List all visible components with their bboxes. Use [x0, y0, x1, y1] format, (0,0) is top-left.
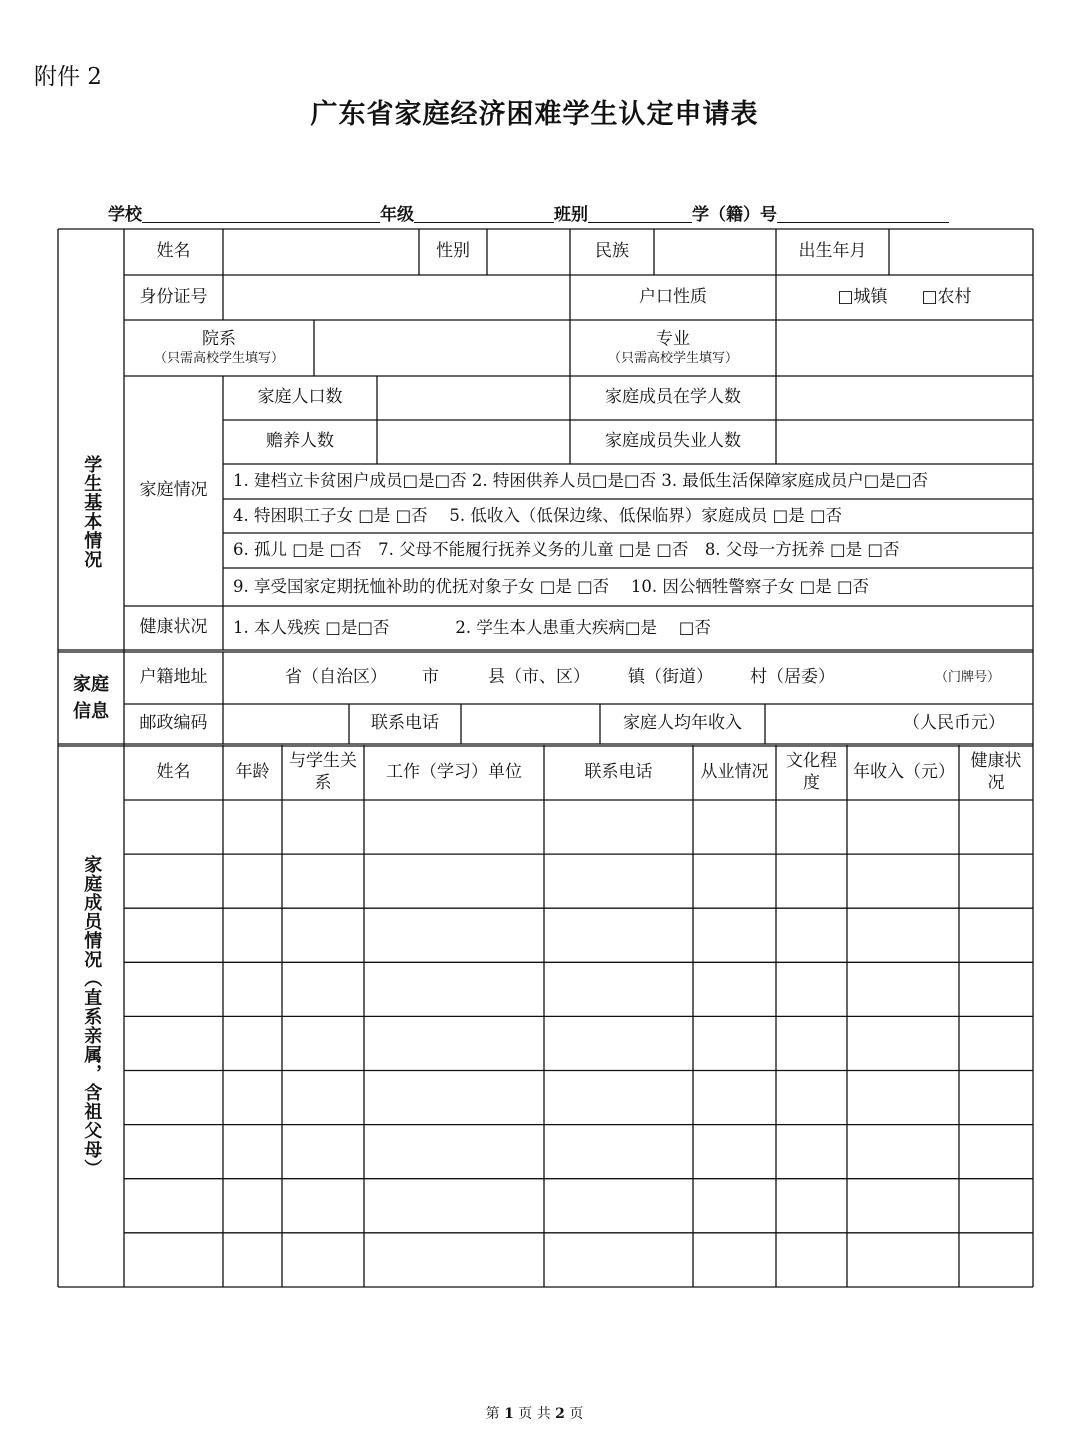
in-school-label: 家庭成员在学人数 — [605, 387, 741, 408]
hukou-type-label: 户口性质 — [639, 286, 707, 307]
birth-input[interactable] — [889, 229, 1033, 275]
members-cell[interactable] — [959, 1125, 1033, 1179]
members-cell[interactable] — [124, 800, 223, 854]
phone-input[interactable] — [461, 704, 600, 744]
family-situation-label: 家庭情况 — [139, 480, 208, 501]
form-title: 广东省家庭经济困难学生认定申请表 — [310, 99, 759, 130]
members-cell[interactable] — [847, 1179, 959, 1233]
address-input[interactable] — [223, 652, 1033, 704]
members-cell[interactable] — [693, 1233, 776, 1287]
members-cell[interactable] — [847, 800, 959, 854]
members-cell[interactable] — [959, 1071, 1033, 1125]
members-cell[interactable] — [364, 800, 544, 854]
members-col-header-4: 工作（学习）单位 — [386, 761, 522, 782]
members-cell[interactable] — [223, 854, 282, 908]
members-cell[interactable] — [124, 1071, 223, 1125]
hukou-type-options[interactable]: □城镇 □农村 — [837, 286, 972, 307]
id-card-input[interactable] — [223, 275, 570, 320]
in-school-input[interactable] — [776, 376, 1033, 420]
members-cell[interactable] — [544, 1179, 693, 1233]
address-label: 户籍地址 — [139, 667, 208, 688]
ethnicity-label: 民族 — [595, 241, 629, 262]
members-cell[interactable] — [544, 1071, 693, 1125]
members-cell[interactable] — [693, 800, 776, 854]
unemployed-input[interactable] — [776, 420, 1033, 464]
members-cell[interactable] — [124, 1179, 223, 1233]
members-cell[interactable] — [124, 1233, 223, 1287]
members-col-header-6: 从业情况 — [700, 761, 769, 782]
members-cell[interactable] — [544, 908, 693, 962]
members-cell[interactable] — [776, 1071, 847, 1125]
members-cell[interactable] — [282, 854, 364, 908]
members-cell[interactable] — [223, 800, 282, 854]
page-footer: 第 1 页 共 2 页 — [485, 1406, 584, 1422]
members-cell[interactable] — [776, 962, 847, 1016]
members-cell[interactable] — [124, 854, 223, 908]
birth-label: 出生年月 — [798, 241, 867, 262]
members-cell[interactable] — [959, 962, 1033, 1016]
situation-row-3[interactable]: 6. 孤儿 □是 □否 7. 父母不能履行抚养义务的儿童 □是 □否 8. 父母一方抚养 □是 □否 — [233, 540, 900, 560]
members-cell[interactable] — [693, 1125, 776, 1179]
health-row[interactable]: 1. 本人残疾 □是□否 2. 学生本人患重大疾病□是 □否 — [233, 617, 711, 637]
members-cell[interactable] — [282, 1016, 364, 1070]
members-col-header-8: 年收入（元） — [853, 761, 955, 782]
members-cell[interactable] — [124, 962, 223, 1016]
members-cell[interactable] — [693, 1071, 776, 1125]
income-label: 家庭人均年收入 — [623, 713, 742, 734]
postcode-label: 邮政编码 — [139, 713, 208, 734]
members-cell[interactable] — [223, 1071, 282, 1125]
members-cell[interactable] — [364, 1233, 544, 1287]
county-label: 县（市、区） — [488, 667, 590, 688]
family-size-input[interactable] — [377, 376, 570, 420]
phone-label: 联系电话 — [371, 713, 439, 734]
members-cell[interactable] — [847, 854, 959, 908]
id-card-label: 身份证号 — [139, 286, 208, 307]
family-size-label: 家庭人口数 — [257, 387, 343, 408]
members-cell[interactable] — [959, 908, 1033, 962]
members-cell[interactable] — [282, 1071, 364, 1125]
members-cell[interactable] — [364, 1125, 544, 1179]
unemployed-label: 家庭成员失业人数 — [605, 431, 741, 452]
members-cell[interactable] — [282, 1179, 364, 1233]
members-cell[interactable] — [124, 1016, 223, 1070]
members-cell[interactable] — [223, 1125, 282, 1179]
postcode-input[interactable] — [223, 704, 349, 744]
members-col-header-9: 健康状况 — [970, 751, 1022, 793]
situation-row-2[interactable]: 4. 特困职工子女 □是 □否 5. 低收入（低保边缘、低保临界）家庭成员 □是 □否 — [233, 505, 843, 525]
members-cell[interactable] — [847, 962, 959, 1016]
members-cell[interactable] — [776, 800, 847, 854]
major-label: 专业 （只需高校学生填写） — [607, 329, 738, 366]
members-cell[interactable] — [693, 854, 776, 908]
members-cell[interactable] — [544, 1016, 693, 1070]
members-cell[interactable] — [776, 1016, 847, 1070]
members-cell[interactable] — [124, 908, 223, 962]
members-cell[interactable] — [959, 800, 1033, 854]
major-input[interactable] — [776, 320, 1033, 376]
members-col-header-1: 姓名 — [156, 761, 191, 782]
city-label: 市 — [422, 667, 439, 688]
members-cell[interactable] — [364, 854, 544, 908]
name-label: 姓名 — [156, 241, 191, 262]
dependents-label: 赡养人数 — [266, 431, 334, 452]
members-cell[interactable] — [693, 1016, 776, 1070]
members-cell[interactable] — [776, 1125, 847, 1179]
members-cell[interactable] — [282, 908, 364, 962]
members-col-header-2: 年龄 — [235, 761, 270, 782]
members-cell[interactable] — [364, 1179, 544, 1233]
members-cell[interactable] — [847, 1233, 959, 1287]
members-cell[interactable] — [847, 1125, 959, 1179]
ethnicity-input[interactable] — [654, 229, 776, 275]
town-label: 镇（街道） — [628, 667, 713, 688]
income-input[interactable]: （人民币元） — [903, 713, 1005, 734]
student-id-label: 学（籍）号 — [692, 205, 777, 225]
members-cell[interactable] — [223, 908, 282, 962]
members-cell[interactable] — [282, 1233, 364, 1287]
health-label: 健康状况 — [139, 617, 208, 638]
attachment-label: 附件 2 — [34, 64, 102, 90]
members-cell[interactable] — [959, 1179, 1033, 1233]
members-cell[interactable] — [364, 962, 544, 1016]
members-cell[interactable] — [959, 854, 1033, 908]
members-cell[interactable] — [364, 1016, 544, 1070]
members-cell[interactable] — [364, 1071, 544, 1125]
members-cell[interactable] — [364, 908, 544, 962]
grade-label: 年级 — [380, 205, 414, 225]
door-label: （门牌号） — [935, 669, 1001, 685]
gender-input[interactable] — [487, 229, 570, 275]
members-col-header-7: 文化程度 — [786, 751, 837, 793]
members-cell[interactable] — [124, 1125, 223, 1179]
members-col-header-5: 联系电话 — [584, 761, 653, 782]
situation-row-4[interactable]: 9. 享受国家定期抚恤补助的优抚对象子女 □是 □否 10. 因公牺牲警察子女 □是 □否 — [233, 576, 870, 596]
members-cell[interactable] — [282, 962, 364, 1016]
dept-label: 院系 （只需高校学生填写） — [153, 329, 284, 366]
members-cell[interactable] — [847, 908, 959, 962]
name-input[interactable] — [223, 229, 419, 275]
members-cell[interactable] — [544, 1233, 693, 1287]
members-cell[interactable] — [693, 1179, 776, 1233]
members-cell[interactable] — [959, 1016, 1033, 1070]
members-cell[interactable] — [693, 962, 776, 1016]
members-cell[interactable] — [959, 1233, 1033, 1287]
section-family-info-label: 家庭信息 — [73, 674, 109, 722]
members-cell[interactable] — [776, 1233, 847, 1287]
section-members-label: 家庭成员情况（直系亲属，含祖父母） — [81, 854, 103, 1178]
members-cell[interactable] — [776, 854, 847, 908]
members-cell[interactable] — [693, 908, 776, 962]
dependents-input[interactable] — [377, 420, 570, 464]
members-cell[interactable] — [544, 962, 693, 1016]
members-cell[interactable] — [223, 962, 282, 1016]
members-cell[interactable] — [223, 1179, 282, 1233]
gender-label: 性别 — [436, 241, 470, 262]
section-basic-label: 学生基本情况 — [81, 455, 103, 569]
situation-row-1[interactable]: 1. 建档立卡贫困户成员□是□否 2. 特困供养人员□是□否 3. 最低生活保障家庭成员户□是□否 — [233, 471, 928, 491]
province-label: 省（自治区） — [285, 667, 387, 688]
members-cell[interactable] — [847, 1016, 959, 1070]
members-cell[interactable] — [544, 854, 693, 908]
members-cell[interactable] — [282, 800, 364, 854]
members-cell[interactable] — [776, 1179, 847, 1233]
members-cell[interactable] — [544, 800, 693, 854]
village-label: 村（居委） — [750, 667, 835, 688]
members-cell[interactable] — [282, 1125, 364, 1179]
members-cell[interactable] — [847, 1071, 959, 1125]
members-col-header-3: 与学生关系 — [289, 751, 357, 793]
school-label: 学校 — [108, 205, 142, 225]
members-cell[interactable] — [223, 1233, 282, 1287]
members-cell[interactable] — [776, 908, 847, 962]
members-cell[interactable] — [223, 1016, 282, 1070]
members-cell[interactable] — [544, 1125, 693, 1179]
class-label: 班别 — [554, 205, 588, 225]
dept-input[interactable] — [314, 320, 570, 376]
